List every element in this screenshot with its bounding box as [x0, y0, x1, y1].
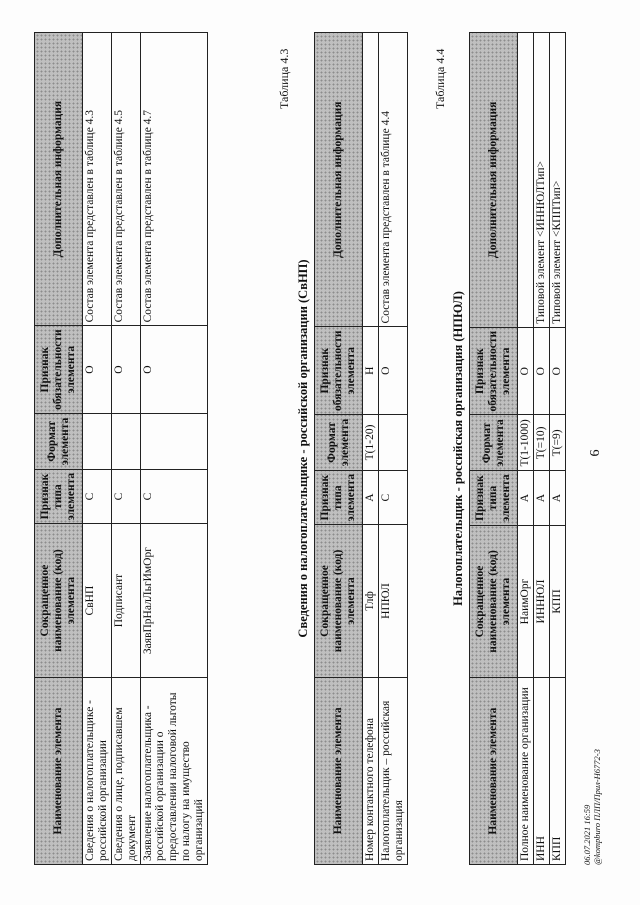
cell-name: Сведения о лице, подписавшем документ	[111, 677, 140, 864]
cell-extra: Состав элемента представлен в таблице 4.5	[111, 33, 140, 326]
cell-code: Подписант	[111, 524, 140, 678]
cell-format: T(1-20)	[363, 415, 379, 471]
header-format: Формат элемента	[470, 415, 518, 471]
table-row	[533, 33, 549, 865]
table-continuation	[34, 32, 208, 865]
cell-format	[378, 415, 407, 471]
header-name: Наименование элемента	[315, 677, 363, 864]
header-code: Сокращенное наименование (код) элемента	[315, 525, 363, 677]
header-extra: Дополнительная информация	[35, 33, 83, 326]
header-name: Наименование элемента	[35, 677, 83, 864]
cell-code: ИННЮЛ	[533, 525, 549, 677]
cell-code: НаимОрг	[518, 525, 534, 677]
cell-code: ЗаявПрНалЛьгИмОрг	[140, 524, 207, 678]
cell-format	[140, 413, 207, 469]
cell-extra: Типовой элемент <КППТип>	[549, 33, 565, 328]
header-required: Признак обязательности элемента	[35, 326, 83, 414]
cell-extra	[363, 33, 379, 327]
cell-required: О	[140, 326, 207, 414]
table-title: Налогоплательщик - российская организация (НПЮЛ)	[451, 291, 465, 606]
table-4-4	[469, 32, 566, 865]
cell-extra: Типовой элемент <ИННЮЛТип>	[533, 33, 549, 328]
table-4-3	[314, 32, 408, 865]
cell-format	[111, 413, 140, 469]
print-stamp	[583, 749, 603, 865]
header-type: Признак типа элемента	[315, 470, 363, 524]
header-extra: Дополнительная информация	[315, 33, 363, 327]
cell-name: КПП	[549, 678, 565, 865]
cell-type: А	[518, 471, 534, 525]
table-row	[140, 33, 207, 865]
cell-required: О	[378, 327, 407, 415]
cell-name: Номер контактного телефона	[363, 677, 379, 864]
cell-required: О	[518, 327, 534, 415]
header-format: Формат элемента	[35, 413, 83, 469]
cell-code: КПП	[549, 525, 565, 677]
cell-format: T(=10)	[533, 415, 549, 471]
cell-extra: Состав элемента представлен в таблице 4.4	[378, 33, 407, 327]
table-title: Сведения о налогоплательщике - российской организации (СвНП)	[296, 259, 310, 638]
table-caption: Таблица 4.4	[433, 48, 447, 109]
header-name: Наименование элемента	[470, 678, 518, 865]
cell-code: Тлф	[363, 525, 379, 677]
table-row	[378, 33, 407, 865]
table-row	[549, 33, 565, 865]
cell-name: Заявление налогоплательщика - российской организации о предоставлении налоговой льготы по налогу на имущество организаций	[140, 677, 207, 864]
table-row	[363, 33, 379, 865]
cell-extra: Состав элемента представлен в таблице 4.7	[140, 33, 207, 326]
cell-format	[83, 413, 112, 469]
header-required: Признак обязательности элемента	[315, 327, 363, 415]
header-format: Формат элемента	[315, 415, 363, 471]
cell-extra: Состав элемента представлен в таблице 4.3	[83, 33, 112, 326]
header-required: Признак обязательности элемента	[470, 327, 518, 415]
header-code: Сокращенное наименование (код) элемента	[470, 525, 518, 677]
cell-extra	[518, 33, 534, 328]
page-number: 6	[588, 449, 603, 457]
cell-required: О	[533, 327, 549, 415]
cell-code: НПЮЛ	[378, 525, 407, 677]
table-row	[518, 33, 534, 865]
table-row	[83, 33, 112, 865]
cell-required: О	[83, 326, 112, 414]
stamp-date: 06.07.2021 16:59	[582, 804, 592, 865]
cell-format: T(1-1000)	[518, 415, 534, 471]
header-type: Признак типа элемента	[470, 471, 518, 525]
cell-format: T(=9)	[549, 415, 565, 471]
table-caption: Таблица 4.3	[277, 48, 291, 109]
cell-type: А	[533, 471, 549, 525]
cell-name: ИНН	[533, 678, 549, 865]
cell-required: Н	[363, 327, 379, 415]
header-code: Сокращенное наименование (код) элемента	[35, 524, 83, 678]
cell-name: Налогоплательщик – российская организация	[378, 677, 407, 864]
cell-type: А	[363, 470, 379, 524]
cell-type: С	[378, 470, 407, 524]
cell-required: О	[549, 327, 565, 415]
cell-type: С	[111, 469, 140, 523]
cell-type: С	[140, 469, 207, 523]
cell-required: О	[111, 326, 140, 414]
cell-name: Полное наименование организации	[518, 678, 534, 865]
header-extra: Дополнительная информация	[470, 33, 518, 328]
cell-type: А	[549, 471, 565, 525]
header-type: Признак типа элемента	[35, 469, 83, 523]
cell-code: СвНП	[83, 524, 112, 678]
cell-type: С	[83, 469, 112, 523]
cell-name: Сведения о налогоплательщике - российской организации	[83, 677, 112, 864]
table-row	[111, 33, 140, 865]
stamp-code: @kompburo ПЛП/Прил-Н6772-3	[591, 749, 602, 865]
